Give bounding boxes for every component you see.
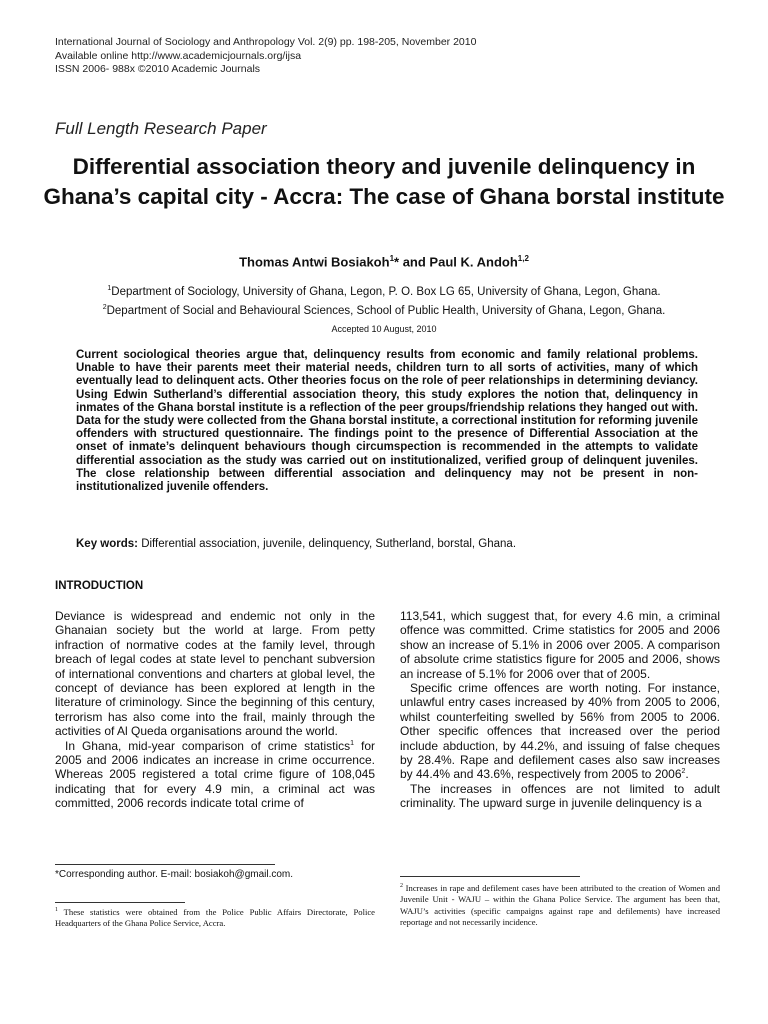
section-heading-introduction: INTRODUCTION	[55, 580, 144, 592]
corresponding-author: *Corresponding author. E-mail: bosiakoh@gmail.com.	[55, 869, 294, 880]
journal-issn: ISSN 2006- 988x ©2010 Academic Journals	[55, 63, 261, 75]
intro-paragraph-4-start: Specific crime offences are worth noting. For instance, unlawful entry cases increased by 40% from 2005 to 2006, whilst counterfeiting swelled by 56% from 2005 to 2006. Other specific offences that increased over the period include abduction, by 44.2%, and issuing of false cheques by 28.4%. Rape and defilement cases also saw increases by 44.4% and 43.6%, respectively from 2005 to 2006	[400, 681, 720, 782]
affiliation-2-mark: 2	[102, 304, 107, 312]
footnote-1	[55, 907, 375, 930]
corresponding-mark: *	[394, 254, 400, 270]
left-column	[55, 609, 375, 811]
author-connector: and	[399, 254, 430, 270]
footnote-2	[400, 883, 720, 928]
intro-paragraph-3: 113,541, which suggest that, for every 4.6 min, a criminal offence was committed. Crime statistics for 2005 and 2006 show an increase of 5.1% in 2006 over 2005. A comparison of absolute crime statistics figure for 2005 and 2006, shows an increase of 5.1% for 2006 over that of 2005.	[400, 609, 720, 681]
affiliation-1-text: Department of Sociology, University of Ghana, Legon, P. O. Box LG 65, University of Ghana, Legon, Ghana.	[111, 285, 661, 298]
affiliation-1	[0, 281, 768, 300]
intro-paragraph-2-rest: for 2005 and 2006 indicates an increase in crime occurrence. Whereas 2005 registered a total crime figure of 108,045 indicating that for every 4.9 min, a criminal act was committed, 2006 records indicate total crime of	[55, 738, 375, 811]
paper-title: Differential association theory and juvenile delinquency in Ghana’s capital city - Accra: The case of Ghana borstal institute	[43, 154, 725, 209]
author-line	[0, 254, 768, 269]
keywords	[76, 538, 716, 550]
affiliations	[0, 281, 768, 320]
author-1-affil-mark: 1	[389, 254, 395, 263]
author-1-name: Thomas Antwi Bosiakoh	[239, 254, 390, 270]
keywords-list: Differential association, juvenile, delinquency, Sutherland, borstal, Ghana.	[138, 538, 517, 550]
right-column	[400, 609, 720, 811]
intro-paragraph-4-end: .	[685, 767, 689, 782]
footnote-divider-left	[55, 902, 185, 903]
intro-paragraph-5: The increases in offences are not limited to adult criminality. The upward surge in juvenile delinquency is a	[400, 781, 720, 811]
author-2-name: Paul K. Andoh	[429, 254, 518, 270]
footnote-ref-2: 2	[681, 768, 686, 776]
author-2-affil-mark: 1,2	[517, 254, 529, 263]
journal-citation: International Journal of Sociology and Anthropology Vol. 2(9) pp. 198-205, November 2010	[55, 36, 477, 48]
intro-paragraph-2	[55, 739, 375, 811]
footnote-2-text: Increases in rape and defilement cases have been attributed to the creation of Women and Juvenile Unit - WAJU – within the Ghana Police Service. The argument has been that, WAJU’s activities (specific campaigns against rape and defilements) have increased reportage and not necessarily incidence.	[400, 883, 720, 927]
footnote-1-text: These statistics were obtained from the Police Public Affairs Directorate, Police Headquarters of the Ghana Police Service, Accra.	[55, 907, 375, 929]
affiliation-2	[0, 300, 768, 319]
intro-paragraph-4	[400, 681, 720, 782]
intro-paragraph-1: Deviance is widespread and endemic not only in the Ghanaian society but the world at large. From petty infraction of normative codes at the family level, through breach of legal codes at state level to penchant subversion of international conventions and charters at global level, the concept of deviance has been explored at length in the literature of criminology. Since the beginning of this century, terrorism has also come into the frail, mainly through the activities of Al Queda organisations around the world.	[55, 609, 375, 739]
footnote-divider-left-top	[55, 864, 275, 865]
affiliation-1-mark: 1	[107, 285, 112, 292]
abstract: Current sociological theories argue that, delinquency results from economic and family relational problems. Unable to have their parents meet their material needs, children turn to all sorts of activities, many of which eventually lead to delinquent acts. Other theories focus on the role of peer relationships in determining deviancy. Using Edwin Sutherland’s differential association theory, this study explores the notion that, delinquency in inmates of the Ghana borstal institute is a reflection of the peer groups/friendship relations they hanged out with. Data for the study were collected from the Ghana borstal institute, a correctional institution for reforming juvenile offenders with structured questionnaire. The findings point to the presence of Differential Association at the onset of inmate’s delinquent behaviours though circumspection is recommended in the attempts to validate differential association as the study was carried out on institutionalized, verified group of delinquent juveniles. The close relationship between differential association and delinquency may not be present in non-institutionalized juvenile offenders.	[76, 349, 698, 494]
footnote-1-mark: 1	[55, 907, 58, 914]
footnote-2-mark: 2	[400, 883, 403, 890]
footnote-ref-1: 1	[350, 739, 355, 747]
accepted-date: Accepted 10 August, 2010	[331, 324, 437, 334]
footnote-divider-right	[400, 876, 580, 877]
intro-paragraph-2-start: In Ghana, mid-year comparison of crime statistics	[65, 738, 351, 753]
keywords-label: Key words:	[76, 538, 138, 550]
journal-online-url: Available online http://www.academicjournals.org/ijsa	[55, 49, 302, 62]
journal-header	[55, 36, 476, 77]
paper-type: Full Length Research Paper	[55, 119, 267, 138]
affiliation-2-text: Department of Social and Behavioural Sciences, School of Public Health, University of Ghana, Legon, Ghana.	[106, 305, 666, 318]
